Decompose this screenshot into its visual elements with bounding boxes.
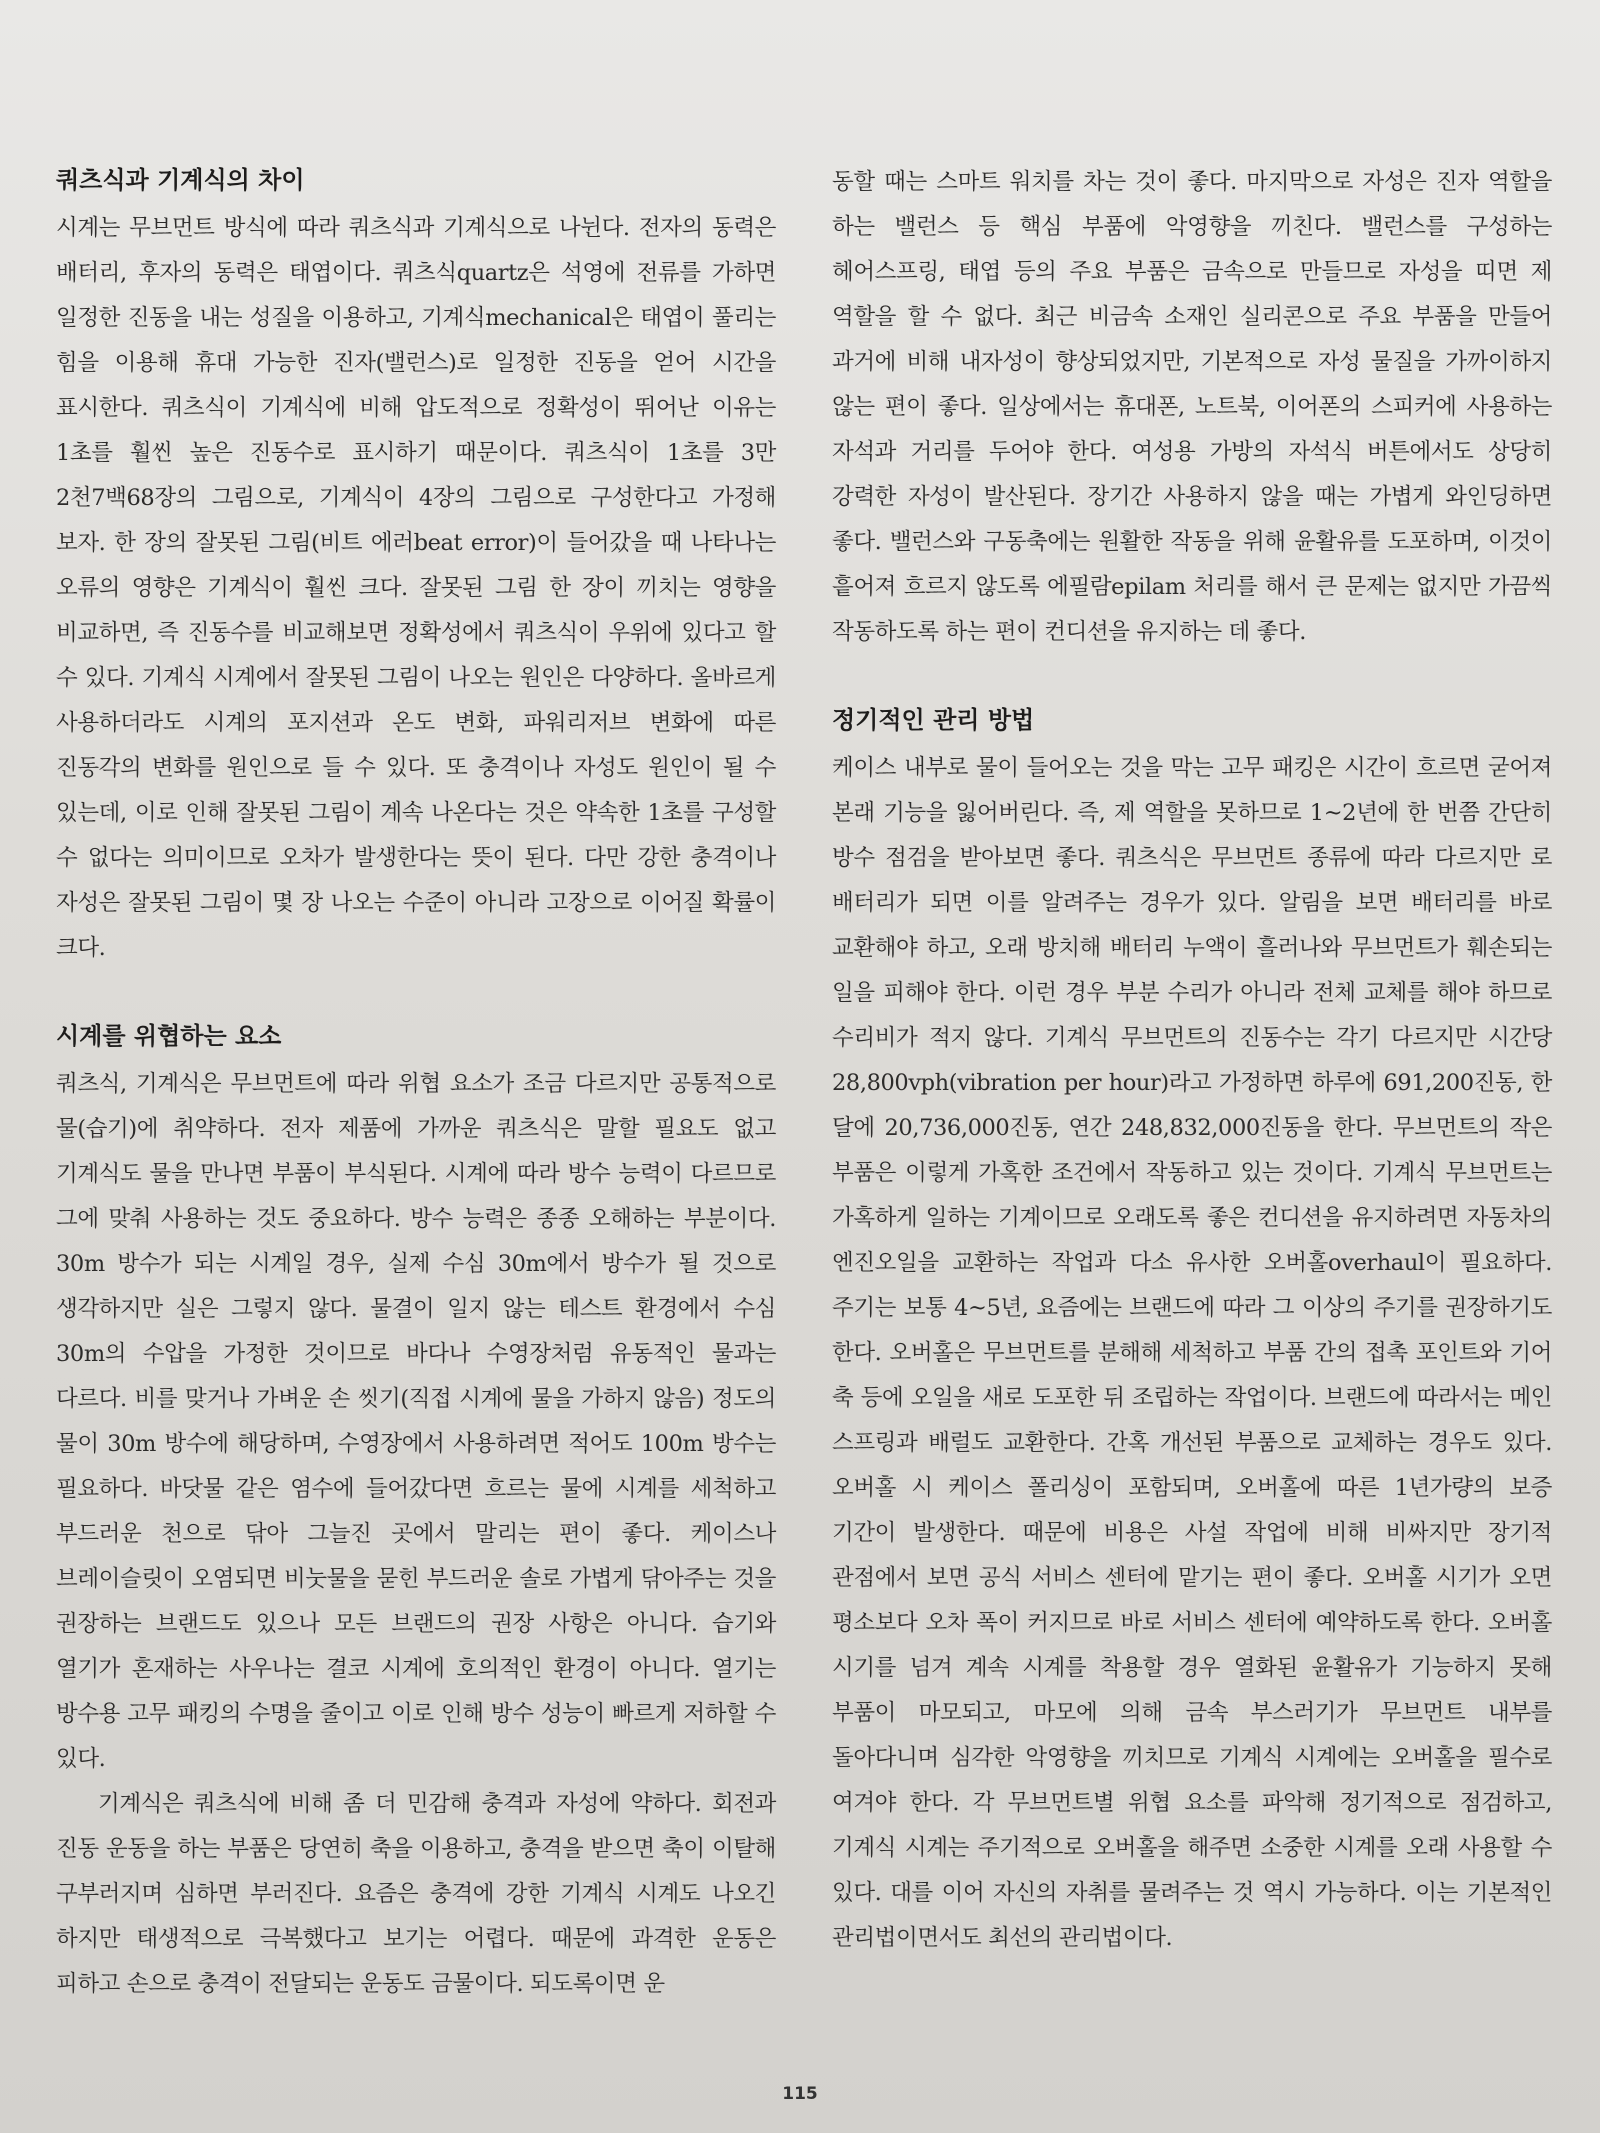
section-heading-quartz-vs-mechanical: 쿼츠식과 기계식의 차이: [56, 166, 305, 194]
left-column: [56, 160, 776, 2007]
section-spacer: [832, 655, 1552, 700]
body-paragraph: 시계는 무브먼트 방식에 따라 쿼츠식과 기계식으로 나뉜다. 전자의 동력은 배터리, 후자의 동력은 태엽이다. 쿼츠식quartz은 석영에 전류를 가하면 일정한 진동을 내는 성질을 이용하고, 기계식mechanical은 태엽이 풀리는 힘을 이용해 휴대 가능한 진자(밸런스)로 일정한 진동을 얻어 시간을 표시한다. 쿼츠식이 기계식에 비해 압도적으로 정확성이 뛰어난 이유는 1초를 훨씬 높은 진동수로 표시하기 때문이다. 쿼츠식이 1초를 3만 2천7백68장의 그림으로, 기계식이 4장의 그림으로 구성한다고 가정해 보자. 한 장의 잘못된 그림(비트 에러beat error)이 들어갔을 때 나타나는 오류의 영향은 기계식이 훨씬 크다. 잘못된 그림 한 장이 끼치는 영향을 비교하면, 즉 진동수를 비교해보면 정확성에서 쿼츠식이 우위에 있다고 할 수 있다. 기계식 시계에서 잘못된 그림이 나오는 원인은 다양하다. 올바르게 사용하더라도 시계의 포지션과 온도 변화, 파워리저브 변화에 따른 진동각의 변화를 원인으로 들 수 있다. 또 충격이나 자성도 원인이 될 수 있는데, 이로 인해 잘못된 그림이 계속 나온다는 것은 약속한 1초를 구성할 수 없다는 의미이므로 오차가 발생한다는 뜻이 된다. 다만 강한 충격이나 자성은 잘못된 그림이 몇 장 나오는 수준이 아니라 고장으로 이어질 확률이 크다.: [56, 215, 776, 961]
section-heading-threats: 시계를 위협하는 요소: [56, 1022, 282, 1050]
section-spacer: [56, 971, 776, 1016]
body-paragraph-continued: 동할 때는 스마트 워치를 차는 것이 좋다. 마지막으로 자성은 진자 역할을 하는 밸런스 등 핵심 부품에 악영향을 끼친다. 밸런스를 구성하는 헤어스프링, 태엽 등의 주요 부품은 금속으로 만들므로 자성을 띠면 제 역할을 할 수 없다. 최근 비금속 소재인 실리콘으로 주요 부품을 만들어 과거에 비해 내자성이 향상되었지만, 기본적으로 자성 물질을 가까이하지 않는 편이 좋다. 일상에서는 휴대폰, 노트북, 이어폰의 스피커에 사용하는 자석과 거리를 두어야 한다. 여성용 가방의 자석식 버튼에서도 상당히 강력한 자성이 발산된다. 장기간 사용하지 않을 때는 가볍게 와인딩하면 좋다. 밸런스와 구동축에는 원활한 작동을 위해 윤활유를 도포하며, 이것이 흩어져 흐르지 않도록 에필람epilam 처리를 해서 큰 문제는 없지만 가끔씩 작동하도록 하는 편이 컨디션을 유지하는 데 좋다.: [832, 169, 1552, 645]
body-paragraph: 쿼츠식, 기계식은 무브먼트에 따라 위협 요소가 조금 다르지만 공통적으로 물(습기)에 취약하다. 전자 제품에 가까운 쿼츠식은 말할 필요도 없고 기계식도 물을 만나면 부품이 부식된다. 시계에 따라 방수 능력이 다르므로 그에 맞춰 사용하는 것도 중요하다. 방수 능력은 종종 오해하는 부분이다. 30m 방수가 되는 시계일 경우, 실제 수심 30m에서 방수가 될 것으로 생각하지만 실은 그렇지 않다. 물결이 일지 않는 테스트 환경에서 수심 30m의 수압을 가정한 것이므로 바다나 수영장처럼 유동적인 물과는 다르다. 비를 맞거나 가벼운 손 씻기(직접 시계에 물을 가하지 않음) 정도의 물이 30m 방수에 해당하며, 수영장에서 사용하려면 적어도 100m 방수는 필요하다. 바닷물 같은 염수에 들어갔다면 흐르는 물에 시계를 세척하고 부드러운 천으로 닦아 그늘진 곳에서 말리는 편이 좋다. 케이스나 브레이슬릿이 오염되면 비눗물을 묻힌 부드러운 솔로 가볍게 닦아주는 것을 권장하는 브랜드도 있으나 모든 브랜드의 권장 사항은 아니다. 습기와 열기가 혼재하는 사우나는 결코 시계에 호의적인 환경이 아니다. 열기는 방수용 고무 패킹의 수명을 줄이고 이로 인해 방수 성능이 빠르게 저하할 수 있다.: [56, 1071, 776, 1772]
section-heading-regular-care: 정기적인 관리 방법: [832, 706, 1035, 734]
right-column: [832, 160, 1552, 1961]
body-paragraph: 케이스 내부로 물이 들어오는 것을 막는 고무 패킹은 시간이 흐르면 굳어져 본래 기능을 잃어버린다. 즉, 제 역할을 못하므로 1~2년에 한 번쯤 간단히 방수 점검을 받아보면 좋다. 쿼츠식은 무브먼트 종류에 따라 다르지만 로 배터리가 되면 이를 알려주는 경우가 있다. 알림을 보면 배터리를 바로 교환해야 하고, 오래 방치해 배터리 누액이 흘러나와 무브먼트가 훼손되는 일을 피해야 한다. 이런 경우 부분 수리가 아니라 전체 교체를 해야 하므로 수리비가 적지 않다. 기계식 무브먼트의 진동수는 각기 다르지만 시간당 28,800vph(vibration per hour)라고 가정하면 하루에 691,200진동, 한 달에 20,736,000진동, 연간 248,832,000진동을 한다. 무브먼트의 작은 부품은 이렇게 가혹한 조건에서 작동하고 있는 것이다. 기계식 무브먼트는 가혹하게 일하는 기계이므로 오래도록 좋은 컨디션을 유지하려면 자동차의 엔진오일을 교환하는 작업과 다소 유사한 오버홀overhaul이 필요하다. 주기는 보통 4~5년, 요즘에는 브랜드에 따라 그 이상의 주기를 권장하기도 한다. 오버홀은 무브먼트를 분해해 세척하고 부품 간의 접촉 포인트와 기어 축 등에 오일을 새로 도포한 뒤 조립하는 작업이다. 브랜드에 따라서는 메인 스프링과 배럴도 교환한다. 간혹 개선된 부품으로 교체하는 경우도 있다. 오버홀 시 케이스 폴리싱이 포함되며, 오버홀에 따른 1년가량의 보증 기간이 발생한다. 때문에 비용은 사설 작업에 비해 비싸지만 장기적 관점에서 보면 공식 서비스 센터에 맡기는 편이 좋다. 오버홀 시기가 오면 평소보다 오차 폭이 커지므로 바로 서비스 센터에 예약하도록 한다. 오버홀 시기를 넘겨 계속 시계를 착용할 경우 열화된 윤활유가 기능하지 못해 부품이 마모되고, 마모에 의해 금속 부스러기가 무브먼트 내부를 돌아다니며 심각한 악영향을 끼치므로 기계식 시계에는 오버홀을 필수로 여겨야 한다. 각 무브먼트별 위협 요소를 파악해 정기적으로 점검하고, 기계식 시계는 주기적으로 오버홀을 해주면 소중한 시계를 오래 사용할 수 있다. 대를 이어 자신의 자취를 물려주는 것 역시 가능하다. 이는 기본적인 관리법이면서도 최선의 관리법이다.: [832, 755, 1552, 1951]
body-paragraph: 기계식은 쿼츠식에 비해 좀 더 민감해 충격과 자성에 약하다. 회전과 진동 운동을 하는 부품은 당연히 축을 이용하고, 충격을 받으면 축이 이탈해 구부러지며 심하면 부러진다. 요즘은 충격에 강한 기계식 시계도 나오긴 하지만 태생적으로 극복했다고 보기는 어렵다. 때문에 과격한 운동은 피하고 손으로 충격이 전달되는 운동도 금물이다. 되도록이면 운: [56, 1791, 776, 1997]
page-number: 115: [782, 2084, 818, 2104]
